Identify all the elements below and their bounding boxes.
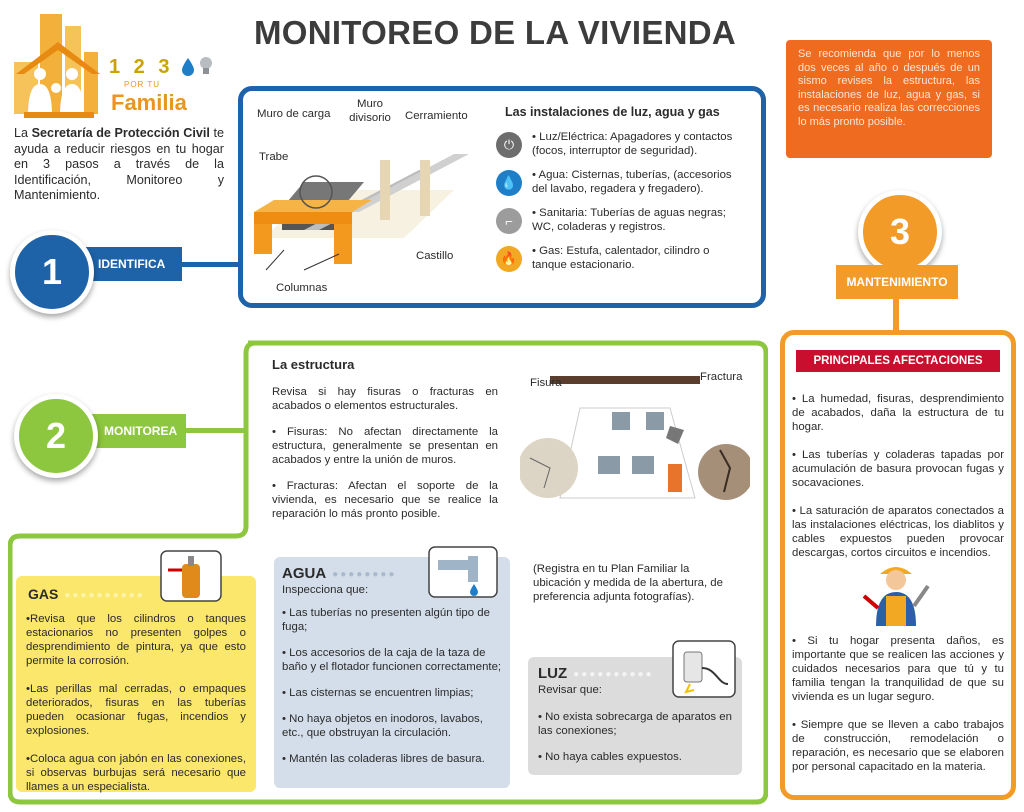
label-muro-divisorio: Muro divisorio <box>349 98 391 124</box>
estructura-p1: Revisa si hay fisuras o fracturas en acabados o elementos estructurales. <box>272 386 498 412</box>
repair-worker-icon <box>856 556 936 626</box>
gas-item-2: •Las perillas mal cerradas, o empaques deteriorados, fisuras en las tuberías pueden ocasionar fugas, incendios y explosiones. <box>26 683 246 737</box>
brand-sub: POR TU <box>124 80 161 89</box>
afectacion-2: • Las tuberías y coladeras tapadas por acumulación de basura provocan fugas y socavaciones. <box>792 449 1004 489</box>
faucet-icon <box>428 546 498 598</box>
label-fisura: Fisura <box>530 377 562 389</box>
agua-item-3: • Las cisternas se encuentren limpias; <box>282 687 474 699</box>
pipe-icon: ⌐ <box>496 208 522 234</box>
label-castillo: Castillo <box>416 250 454 262</box>
afectacion-3: • La saturación de aparatos conectados a las instalaciones eléctricas, los diablitos y cables expuestos pueden provocar descargas, cortos circuitos e incendios. <box>792 505 1004 559</box>
agua-item-1: • Las tuberías no presenten algún tipo de fuga; <box>282 607 490 633</box>
inst-row-gas: 🔥 • Gas: Estufa, calentador, cilindro o tanque estacionario. <box>496 244 746 272</box>
luz-item-2: • No haya cables expuestos. <box>538 751 682 763</box>
estructura-p3: • Fracturas: Afectan el soporte de la vivienda, es necesario que se realice la reparación lo más pronto posible. <box>272 480 498 520</box>
step1-label: IDENTIFICA <box>98 257 166 271</box>
gas-item-1: •Revisa que los cilindros o tanques estacionarios no presenten golpes o desprendimiento de pintura, ya que esto permite la corrosión. <box>26 613 246 667</box>
agua-item-4: • No haya objetos en inodoros, lavabos, etc., que obstruyan la circulación. <box>282 713 483 739</box>
brand-numbers: 1 2 3 <box>109 56 174 78</box>
intro-text: La Secretaría de Protección Civil te ayuda a reducir riesgos en tu hogar en 3 pasos a través de la Identificación, Monitoreo y Mantenimiento. <box>14 126 224 202</box>
step3-label: MANTENIMIENTO <box>846 275 948 289</box>
gas-flame-icon: 🔥 <box>496 246 522 272</box>
estructura-title: La estructura <box>272 357 355 372</box>
instalaciones-title: Las instalaciones de luz, agua y gas <box>505 105 720 119</box>
label-cerramiento: Cerramiento <box>405 110 468 122</box>
luz-item-1: • No exista sobrecarga de aparatos en las conexiones; <box>538 711 732 737</box>
agua-item-2: • Los accesorios de la caja de la taza de baño y el flotador funcionen correctamente; <box>282 647 502 673</box>
inst-row-agua: 💧 • Agua: Cisternas, tuberías, (accesorios del lavabo, regadera y fregadero). <box>496 168 746 196</box>
luz-title: LUZ ●●●●●●●●●● <box>538 665 654 682</box>
label-trabe: Trabe <box>259 151 289 163</box>
step3-tab <box>836 265 958 299</box>
water-drop-icon: 💧 <box>496 170 522 196</box>
agua-item-5: • Mantén las coladeras libres de basura. <box>282 753 485 765</box>
afectacion-1: • La humedad, fisuras, desprendimiento de acabados, daña la estructura de tu hogar. <box>792 393 1004 433</box>
inst-row-luz: ⏻ • Luz/Eléctrica: Apagadores y contactos (focos, interruptor de seguridad). <box>496 130 746 158</box>
step1-circle: 1 <box>10 230 94 314</box>
step3-circle: 3 <box>858 190 942 274</box>
label-columnas: Columnas <box>276 282 328 294</box>
step2-label: MONITOREA <box>104 424 178 438</box>
registra-note: (Registra en tu Plan Familiar la ubicación y medida de la abertura, de preferencia adjunta fotografías). <box>533 563 723 603</box>
gas-item-3: •Coloca agua con jabón en las conexiones, si observas burbujas será necesario que llames a un especialista. <box>26 753 246 793</box>
outlet-plug-icon <box>672 640 736 698</box>
estructura-p2: • Fisuras: No afectan directamente la estructura, generalmente se presentan en acabados y entre la unión de muros. <box>272 426 498 466</box>
luz-sub: Revisar que: <box>538 684 602 696</box>
brand-word: Familia <box>111 90 187 115</box>
page-title: MONITOREO DE LA VIVIENDA <box>253 14 737 51</box>
afectaciones-title: PRINCIPALES AFECTACIONES <box>796 350 1000 372</box>
family-logo <box>10 12 110 122</box>
gas-tank-icon <box>160 550 222 602</box>
label-fractura: Fractura <box>700 371 743 383</box>
label-muro-carga: Muro de carga <box>257 108 331 120</box>
inst-row-sanitaria: ⌐ • Sanitaria: Tuberías de aguas negras; WC, coladeras y registros. <box>496 206 746 234</box>
step2-circle: 2 <box>14 394 98 478</box>
water-drop-icon <box>182 58 194 76</box>
agua-title: AGUA ●●●●●●●● <box>282 565 397 582</box>
agua-sub: Inspecciona que: <box>282 584 369 596</box>
recommendation-note: Se recomienda que por lo menos dos veces al año o después de un sismo revises la estructura, las instalaciones de luz, agua y gas, si es necesario realiza las correcciones lo más pronto posible. <box>786 40 992 158</box>
lightbulb-icon <box>199 56 213 76</box>
electric-outlet-icon: ⏻ <box>496 132 522 158</box>
recomendacion-2: • Siempre que se lleven a cabo trabajos de construcción, remodelación o reparación, es necesario que se elaboren por personal capacitado en la materia. <box>792 719 1004 773</box>
gas-title: GAS ●●●●●●●●●● <box>28 586 145 602</box>
recomendacion-1: • Si tu hogar presenta daños, es importante que se realicen las acciones y cuidados necesarios para que tú y tu familia tengan la tranquilidad de que su vivienda es un lugar seguro. <box>792 635 1004 703</box>
house-family-icon <box>10 12 110 122</box>
